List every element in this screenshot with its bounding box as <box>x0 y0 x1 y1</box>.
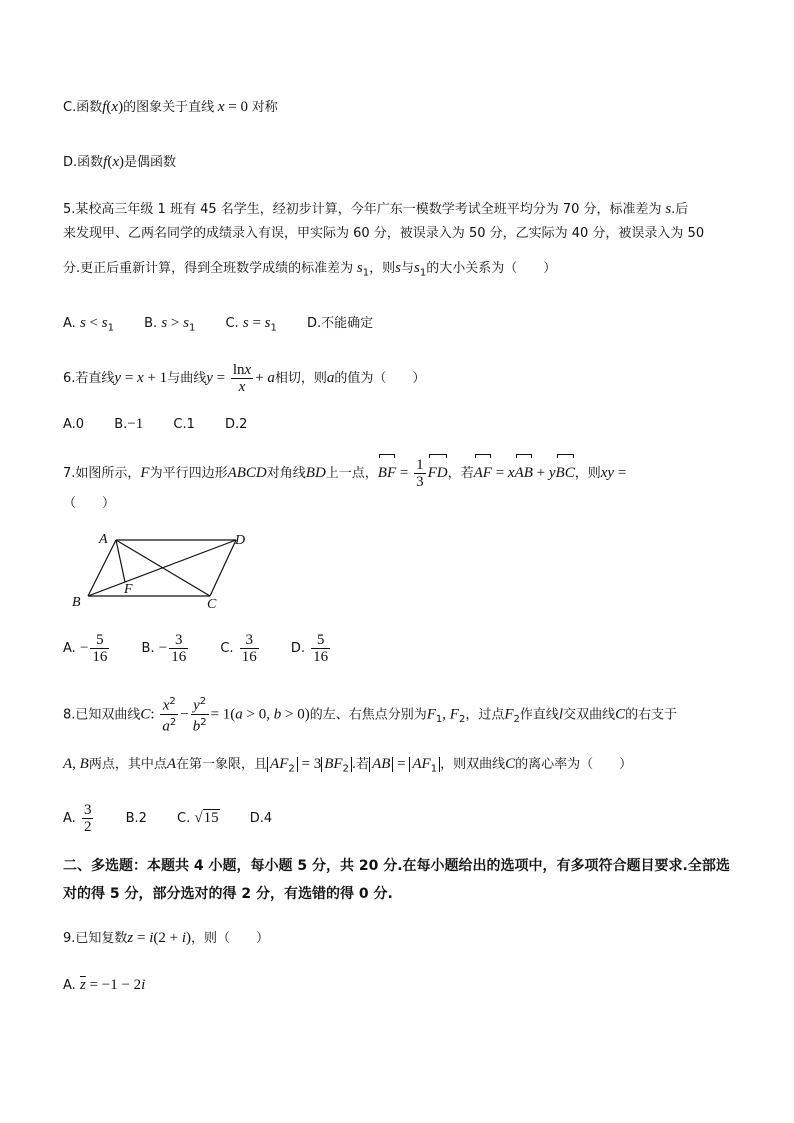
q5-option-c: C. $s = s_1$ <box>225 315 277 334</box>
q5-text3b: ，则 <box>369 261 396 276</box>
math-fx: f <box>102 99 107 115</box>
q4-option-d-prefix: D.函数 <box>63 155 104 170</box>
q5-line3: 分.更正后重新计算，得到全班数学成绩的标准差为 $s_1$，则s与$s_1$的大小关系为（ ） <box>63 260 557 279</box>
q8-line2d: ，则双曲线 <box>440 757 506 772</box>
q9-option-a-label: A. <box>63 978 76 993</box>
q4-option-d: D.函数f(x)是偶函数 <box>63 154 177 170</box>
q7-text1: 为平行四边形 <box>149 466 228 481</box>
q5-text1-end: .后 <box>671 202 689 217</box>
q4-option-d-suffix: 是偶函数 <box>124 155 177 170</box>
q5-text3c: 与 <box>400 261 414 276</box>
q7-options <box>63 630 754 667</box>
label-f: F <box>124 582 133 597</box>
q8-line2b: 在第一象限，且 <box>176 757 268 772</box>
q7-option-d: D. $\frac{5}{16}$ <box>290 632 329 665</box>
q8-prefix: 8.已知双曲线 <box>63 707 141 723</box>
q9-stem: 9.已知复数z = i(2 + i)，则（ ） <box>63 930 270 946</box>
label-a: A <box>99 532 108 547</box>
q5-line2 <box>63 224 754 244</box>
q5-text3a: 分.更正后重新计算，得到全班数学成绩的标准差为 <box>63 261 354 276</box>
q8-text4: 交双曲线 <box>563 707 616 723</box>
q8-text1: 的左、右焦点分别为 <box>309 707 427 723</box>
q8-line2a: 两点，其中点 <box>88 757 167 772</box>
q6-option-c: C.1 <box>173 417 195 432</box>
section2-heading: 二、多选题：本题共 4 小题，每小题 5 分，共 20 分.在每小题给出的选项中，有多项符合题目要求.全部选对的得 5 分，部分选对的得 2 分，有选错的得 0 分. <box>63 858 730 902</box>
q5-line1: 5.某校高三年级 1 班有 45 名学生，经初步计算，今年广东一模数学考试全班平均分为 70 分，标准差为 s.后 <box>63 201 689 217</box>
q6-option-d: D.2 <box>225 417 248 432</box>
q4-option-c-end: 对称 <box>251 100 278 115</box>
q7-parallelogram-figure <box>68 528 258 610</box>
q5-text1: 5.某校高三年级 1 班有 45 名学生，经初步计算，今年广东一模数学考试全班平均分为 70 分，标准差为 <box>63 202 662 217</box>
q8-text2: ，过点 <box>465 707 505 723</box>
q8-text3: 作直线 <box>519 707 559 723</box>
q6-prefix: 6.若直线 <box>63 371 115 386</box>
q9-prefix: 9.已知复数 <box>63 931 128 946</box>
label-c: C <box>207 597 217 610</box>
q6-option-b: B.−1 <box>114 416 144 432</box>
label-d: D <box>235 533 246 548</box>
q7-fraction: $\frac{1}{3}$ <box>416 457 424 490</box>
q9-suffix: ，则（ ） <box>191 931 270 946</box>
q6-options <box>63 414 754 435</box>
q9-option-a: A. $\overline{z} = -1 - 2i$ <box>63 977 146 993</box>
q8-option-a: A. $\frac{3}{2}$ <box>63 802 92 835</box>
q6-end: 的值为（ ） <box>334 371 426 386</box>
q8-text5: 的右支于 <box>625 707 678 723</box>
q7-text5: ，则 <box>574 466 601 481</box>
q8-line2c: .若 <box>351 757 370 772</box>
q7-stem: 7.如图所示，F为平行四边形ABCD对角线BD上一点，BF = $\frac{1}{3}$ FD，若AF = xAB + yBC，则xy = <box>63 457 627 490</box>
q7-option-a: A. − $\frac{5}{16}$ <box>63 632 108 665</box>
q8-option-d: D.4 <box>249 811 273 826</box>
q8-line2e: 的离心率为（ ） <box>515 757 633 772</box>
q6-mid: 与曲线 <box>167 371 207 386</box>
q6-fraction: $\frac{\ln x}{x}$ <box>232 362 252 395</box>
q8-line1: 8.已知双曲线C: $\frac{x^2}{a^2}$ − $\frac{y^2}{b^2}$ = 1(a > 0, b > 0)的左、右焦点分别为$F_1$, $F_2$，过点$F_2$作直线l交双曲线C的右支于 <box>63 696 678 735</box>
q7-text3: 上一点， <box>325 466 378 481</box>
q5-option-a: A. $s < s_1$ <box>63 315 114 334</box>
q4-option-c-suffix: 的图象关于直线 <box>123 100 215 115</box>
q8-line2: A, B两点，其中点A在第一象限，且 $AF_2 = 3$ $BF_2$ .若 AB = $AF_1$ ，则双曲线C的离心率为（ ） <box>63 756 633 775</box>
q5-options <box>63 313 754 339</box>
q5-text3d: 的大小关系为（ ） <box>426 261 557 276</box>
q7-paren: （ ） <box>63 496 116 511</box>
q8-option-c: C. √15 <box>177 810 219 826</box>
q7-option-c: C. $\frac{3}{16}$ <box>220 632 257 665</box>
q5-option-d: D.不能确定 <box>307 316 374 331</box>
q7-text2: 对角线 <box>266 466 306 481</box>
q4-option-c: C.函数f(x)的图象关于直线 x = 0 对称 <box>63 99 278 115</box>
segment-af <box>116 540 125 582</box>
q6-stem: 6.若直线y = x + 1与曲线y = $\frac{\ln x}{x}$ + a相切，则a的值为（ ） <box>63 362 426 395</box>
q4-option-c-prefix: C.函数 <box>63 100 103 115</box>
q6-option-a: A.0 <box>63 417 85 432</box>
q5-text2: 来发现甲、乙两名同学的成绩录入有误，甲实际为 60 分，被误录入为 50 分，乙实际为 40 分，被误录入为 50 <box>63 226 705 241</box>
q8-option-b: B.2 <box>125 811 147 826</box>
q7-prefix: 7.如图所示， <box>63 466 141 481</box>
q7-option-b: B. − $\frac{3}{16}$ <box>141 632 187 665</box>
q7-text4: ，若 <box>447 466 474 481</box>
q6-suffix: 相切，则 <box>274 371 327 386</box>
label-b: B <box>72 595 81 610</box>
q5-option-b: B. $s > s_1$ <box>144 315 196 334</box>
q8-options <box>63 800 754 837</box>
